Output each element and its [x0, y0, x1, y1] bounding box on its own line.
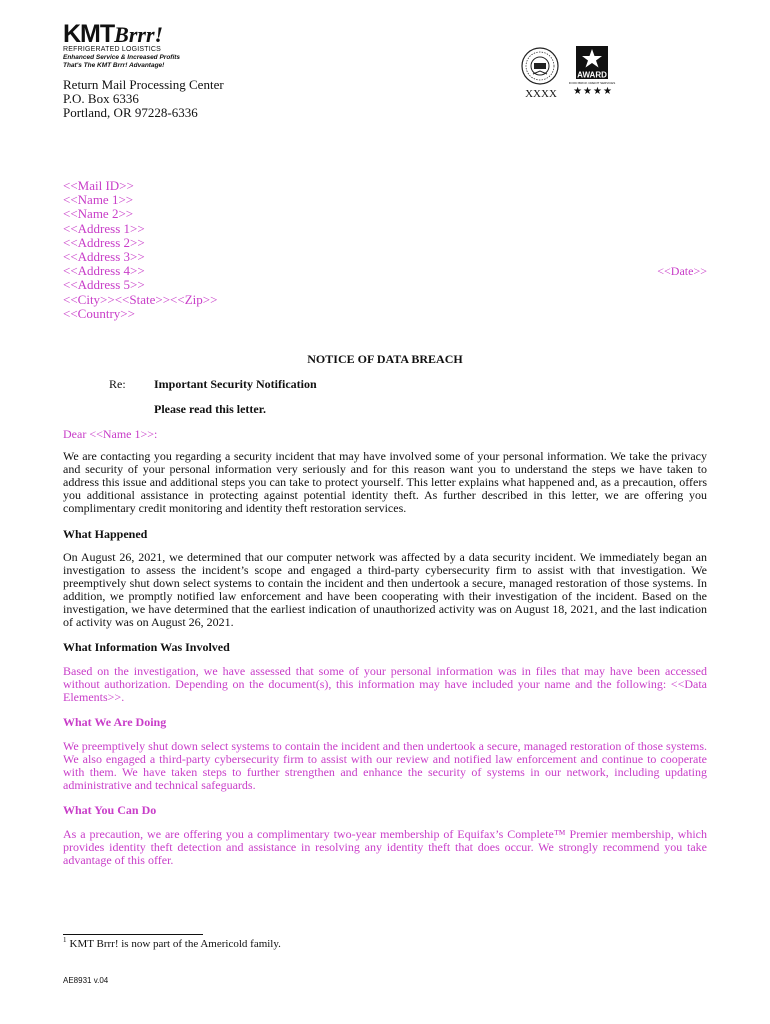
intro-paragraph: We are contacting you regarding a security incident that may have involved some of your personal information. We take the privacy and security of your personal information very seriously and for this reason want you to understand the steps we have taken to address this issue and additional steps you can take to protect yourself. This letter explains what happened and, as a precaution, offers you additional assistance in protecting against potential identity theft. As further described in this letter, we are offering you complimentary credit monitoring and identity theft restoration services. [63, 449, 707, 515]
logo-wordmark: KMT [63, 20, 115, 48]
seal-caption: XXXX [525, 88, 557, 100]
recipient-line: <<Mail ID>> [63, 178, 134, 193]
logo-tagline-2: That's The KMT Brrr! Advantage! [63, 61, 165, 69]
recipient-line: <<City>><<State>><<Zip>> [63, 291, 218, 307]
recipient-line: <<Name 1>> [63, 192, 134, 208]
recipient-line: <<Address 5>> [63, 277, 145, 293]
award-subtitle: FOOD BRICK CREDIT SERVICES [568, 81, 616, 85]
section-body-information-involved: Based on the investigation, we have assessed that some of your personal information was in files that may have been accessed without authorization. Depending on the document(s), this information may have included your name and the following: <<Data Elements>>. [63, 664, 707, 704]
return-address [63, 78, 224, 120]
footnote-mark: 1 [63, 936, 67, 944]
footnote-divider [63, 934, 203, 935]
notice-title: NOTICE OF DATA BREACH [307, 352, 463, 366]
certification-seal-icon [520, 46, 560, 86]
re-subject: Important Security Notification [154, 377, 317, 391]
section-heading-what-you-can-do: What You Can Do [63, 803, 157, 817]
section-heading-what-we-are-doing: What We Are Doing [63, 715, 167, 729]
section-body-what-we-are-doing: We preemptively shut down select systems to contain the incident and then undertook a secure, managed restoration of those systems. We also engaged a third-party cybersecurity firm to assist with our review and notified law enforcement and continue to cooperate with them. We have taken steps to further strengthen and enhance the security of systems in our network, including updating administrative and technical safeguards. [63, 739, 707, 792]
salutation: Dear <<Name 1>>: [63, 427, 158, 441]
award-rating-stars: ★★★★ [573, 86, 613, 97]
re-label: Re: [109, 377, 126, 391]
recipient-line: <<Address 1>> [63, 220, 145, 236]
recipient-line: <<Country>> [63, 305, 135, 321]
recipient-line: <<Address 4>> [63, 263, 145, 279]
footnote-text: KMT Brrr! is now part of the Americold family. [69, 938, 281, 950]
logo-tagline-1: Enhanced Service & Increased Profits [63, 54, 181, 61]
recipient-line: <<Address 3>> [63, 249, 145, 265]
award-badge-icon [568, 46, 616, 86]
recipient-line: <<Name 2>> [63, 206, 134, 222]
return-address-line: Portland, OR 97228-6336 [63, 105, 198, 120]
section-body-what-you-can-do: As a precaution, we are offering you a complimentary two-year membership of Equifax’s Complete™ Premier membership, which provides identity theft detection and assistance in resolving any identity theft that does occur. We strongly recommend you take advantage of this offer. [63, 827, 707, 867]
section-body-what-happened: On August 26, 2021, we determined that our computer network was affected by a data security incident. We immediately began an investigation to assess the incident’s scope and engaged a third-party cybersecurity firm to assist with that investigation. We preemptively shut down select systems to contain the incident and then undertook a secure, managed restoration of those systems. In addition, we promptly notified law enforcement and have been cooperating with their investigation of the incident. Based on the investigation, we have determined that the earliest indication of unauthorized activity was on August 18, 2021, and the last indication of activity was on August 26, 2021. [63, 550, 707, 629]
return-address-line: Return Mail Processing Center [63, 77, 224, 92]
logo-subtitle: REFRIGERATED LOGISTICS [63, 46, 162, 53]
re-instruction: Please read this letter. [154, 402, 266, 416]
recipient-address-block [63, 179, 217, 321]
logo-script: Brrr! [114, 22, 164, 47]
footnote [63, 936, 281, 950]
return-address-line: P.O. Box 6336 [63, 91, 139, 106]
award-label: AWARD [577, 70, 607, 80]
recipient-line: <<Address 2>> [63, 234, 145, 250]
company-logo [63, 22, 203, 69]
section-heading-information-involved: What Information Was Involved [63, 640, 230, 654]
letter-date: <<Date>> [657, 264, 707, 278]
form-code: AE8931 v.04 [63, 976, 109, 985]
section-heading-what-happened: What Happened [63, 527, 148, 541]
